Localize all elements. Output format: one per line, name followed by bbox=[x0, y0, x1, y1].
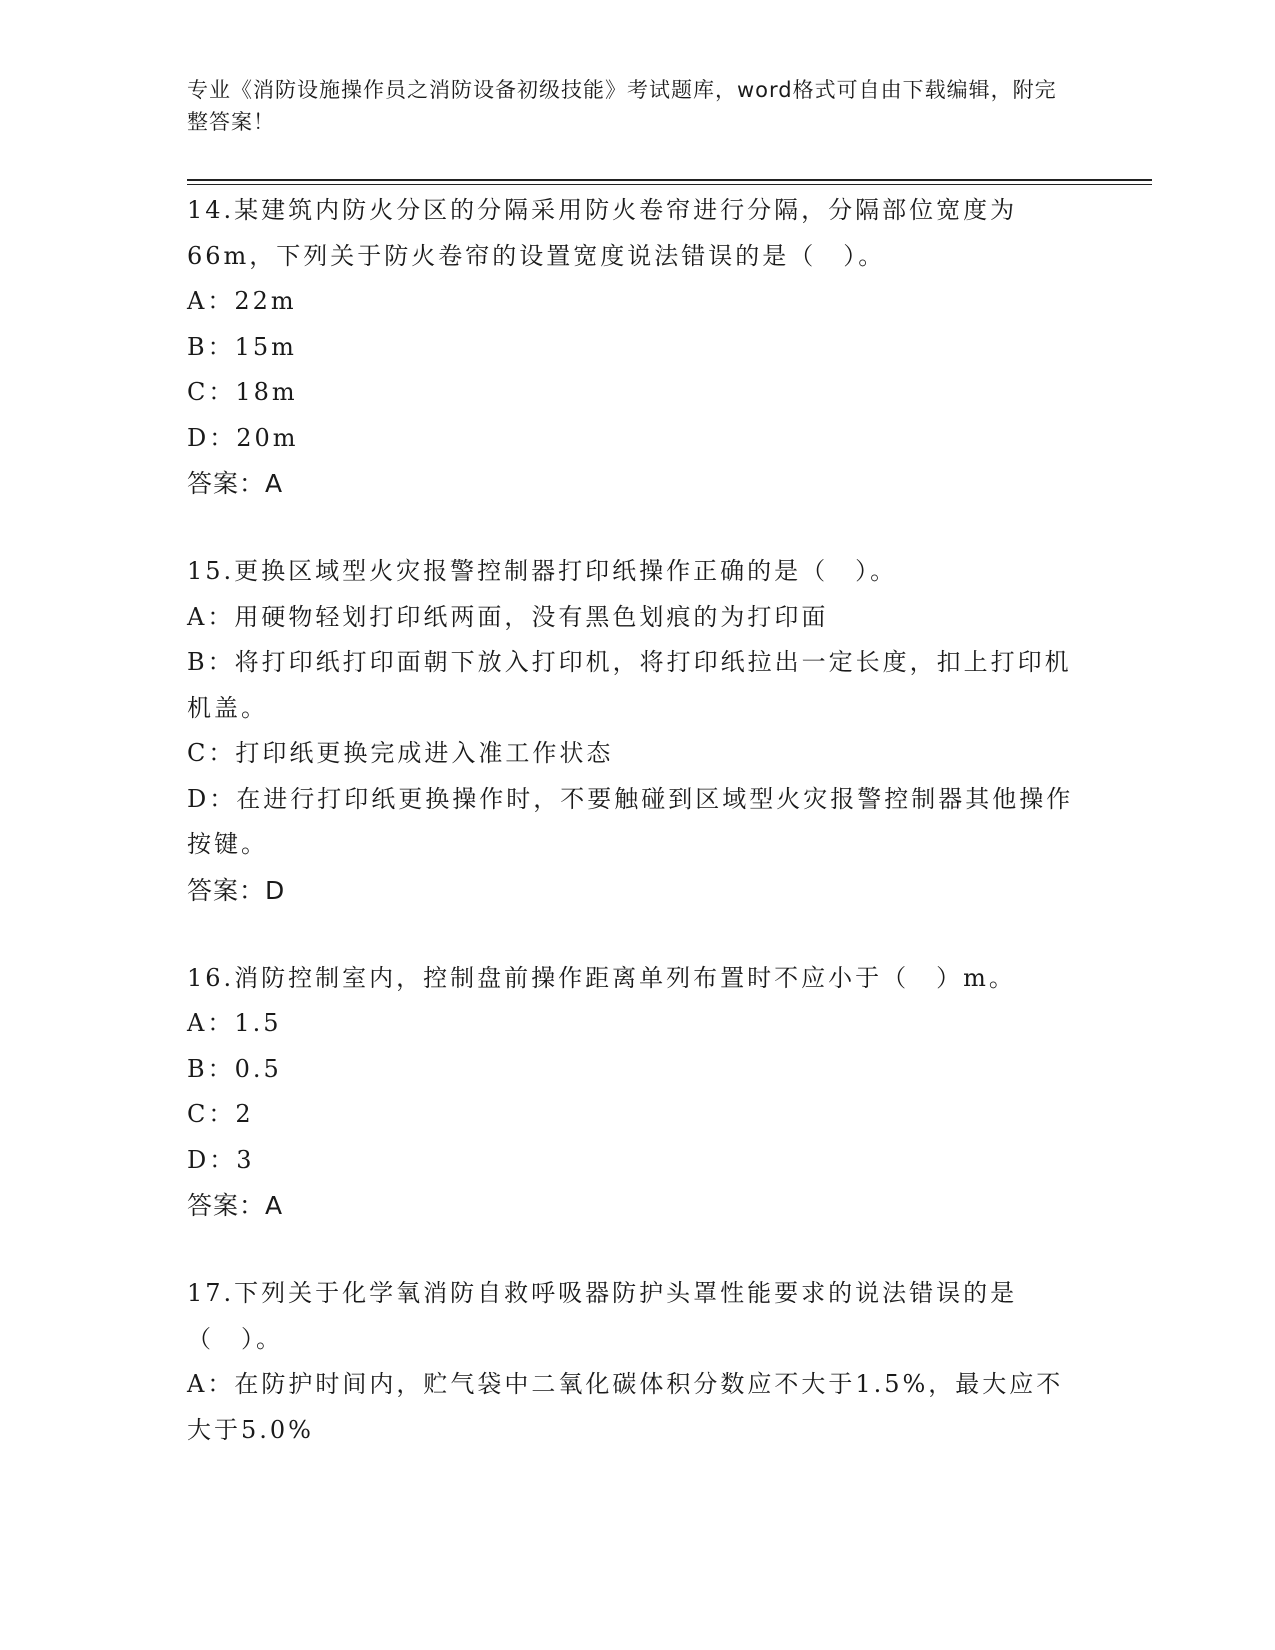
document-header: 专业《消防设施操作员之消防设备初级技能》考试题库，word格式可自由下载编辑，附完整答案！ bbox=[187, 78, 1057, 134]
option-d: D：20m bbox=[187, 423, 299, 452]
question-stem: 14.某建筑内防火分区的分隔采用防火卷帘进行分隔，分隔部位宽度为66m，下列关于防火卷帘的设置宽度说法错误的是（ ）。 bbox=[187, 196, 1018, 270]
option-d: D：在进行打印纸更换操作时，不要触碰到区域型火灾报警控制器其他操作按键。 bbox=[187, 784, 1074, 858]
question-stem: 17.下列关于化学氧消防自救呼吸器防护头罩性能要求的说法错误的是（ ）。 bbox=[187, 1279, 1018, 1353]
question-17 bbox=[187, 1271, 1087, 1453]
question-16 bbox=[187, 956, 1087, 1229]
option-a: A：在防护时间内，贮气袋中二氧化碳体积分数应不大于1.5%，最大应不大于5.0% bbox=[187, 1370, 1064, 1444]
option-a: A：22m bbox=[187, 287, 297, 315]
question-stem: 16.消防控制室内，控制盘前操作距离单列布置时不应小于（ ）m。 bbox=[187, 963, 1016, 992]
question-list bbox=[187, 188, 1087, 1496]
option-a: A：用硬物轻划打印纸两面，没有黑色划痕的为打印面 bbox=[187, 602, 829, 631]
header-divider-thick bbox=[187, 179, 1152, 181]
question-14 bbox=[187, 188, 1087, 506]
option-b: B：15m bbox=[187, 332, 297, 361]
answer-line: 答案：A bbox=[187, 469, 284, 498]
question-stem: 15.更换区域型火灾报警控制器打印纸操作正确的是（ ）。 bbox=[187, 557, 898, 585]
answer-line: 答案：A bbox=[187, 1191, 284, 1220]
option-b: B：0.5 bbox=[187, 1054, 282, 1083]
answer-line: 答案：D bbox=[187, 875, 286, 905]
option-b: B：将打印纸打印面朝下放入打印机，将打印纸拉出一定长度，扣上打印机机盖。 bbox=[187, 648, 1072, 722]
option-d: D：3 bbox=[187, 1145, 255, 1174]
question-15 bbox=[187, 549, 1087, 913]
option-a: A：1.5 bbox=[187, 1009, 282, 1037]
option-c: C：打印纸更换完成进入准工作状态 bbox=[187, 739, 614, 767]
option-c: C：2 bbox=[187, 1100, 254, 1128]
header-divider-thin bbox=[187, 184, 1152, 185]
option-c: C：18m bbox=[187, 378, 298, 406]
